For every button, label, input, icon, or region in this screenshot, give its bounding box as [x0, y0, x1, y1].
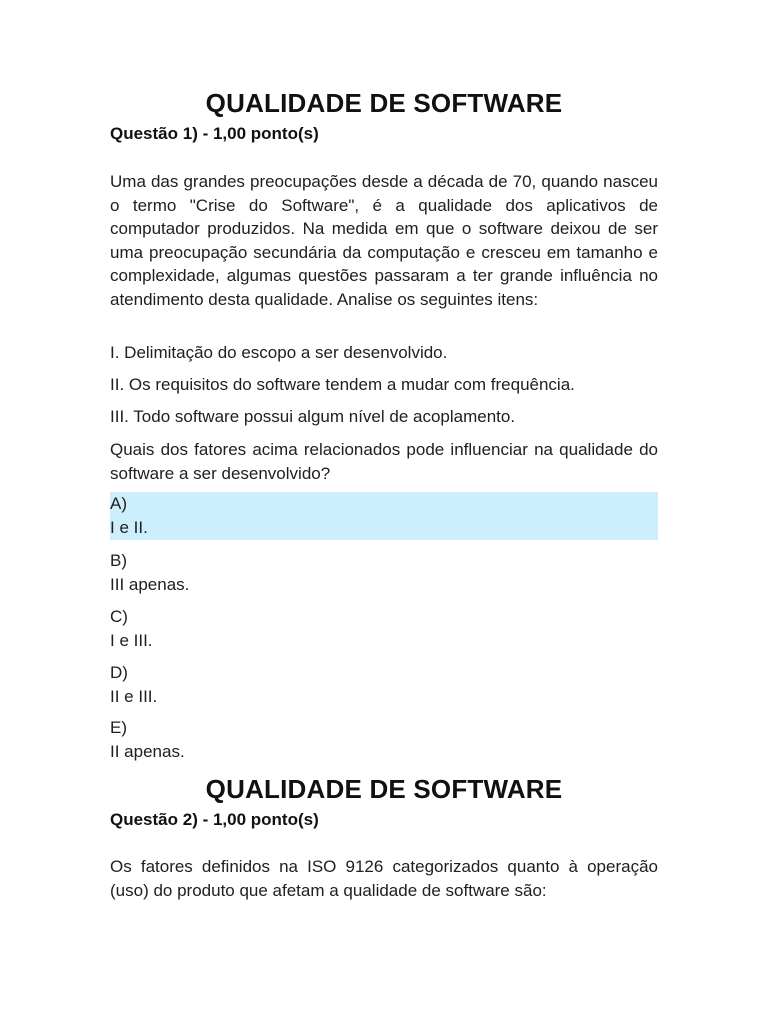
- q1-question: Quais dos fatores acima relacionados pode influenciar na qualidade do software a ser desenvolvido?: [110, 440, 658, 483]
- q1-option-e-letter: E): [110, 718, 127, 737]
- q2-heading: QUALIDADE DE SOFTWARE: [205, 774, 563, 804]
- q1-option-e-text: II apenas.: [110, 741, 185, 761]
- q1-option-e[interactable]: [110, 716, 658, 763]
- q1-item-1: I. Delimitação do escopo a ser desenvolvido.: [110, 343, 448, 362]
- q1-option-c-text: I e III.: [110, 630, 153, 650]
- q1-item-2: II. Os requisitos do software tendem a mudar com frequência.: [110, 375, 575, 394]
- q2-label: Questão 2) - 1,00 ponto(s): [110, 810, 319, 829]
- q1-item-3: III. Todo software possui algum nível de acoplamento.: [110, 407, 516, 426]
- q1-option-b-text: III apenas.: [110, 574, 190, 594]
- q1-option-a[interactable]: [110, 492, 658, 540]
- q1-option-b-letter: B): [110, 551, 127, 570]
- q1-option-c-letter: C): [110, 607, 128, 626]
- q1-option-a-letter: A): [110, 494, 127, 513]
- q1-intro: Uma das grandes preocupações desde a década de 70, quando nasceu o termo "Crise do Software", é a qualidade dos aplicativos de computador produzidos. Na medida em que o software deixou de ser uma preocupação secundária da computação e cresceu em tamanho e complexidade, algumas questões passaram a ter grande influência no atendimento desta qualidade. Analise os seguintes itens:: [110, 172, 658, 309]
- q2-intro: Os fatores definidos na ISO 9126 categorizados quanto à operação (uso) do produto que afetam a qualidade de software são:: [110, 857, 658, 900]
- q1-option-b[interactable]: [110, 549, 658, 596]
- q1-option-a-text: I e II.: [110, 517, 148, 537]
- q1-option-d-text: II e III.: [110, 686, 158, 706]
- q1-heading: QUALIDADE DE SOFTWARE: [205, 88, 563, 118]
- q1-option-d[interactable]: [110, 661, 658, 708]
- q1-option-d-letter: D): [110, 663, 128, 682]
- q1-option-c[interactable]: [110, 605, 658, 652]
- q1-label: Questão 1) - 1,00 ponto(s): [110, 124, 319, 143]
